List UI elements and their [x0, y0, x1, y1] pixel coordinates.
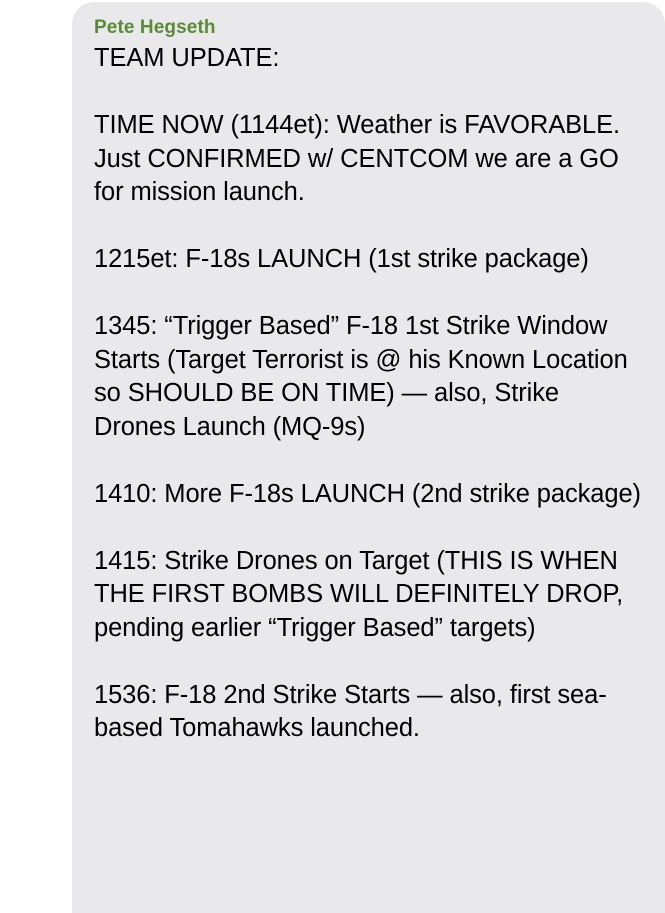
message-bubble[interactable] [72, 2, 665, 913]
message-text: TEAM UPDATE: TIME NOW (1144et): Weather is FAVORABLE. Just CONFIRMED w/ CENTCOM we are a GO for mission launch. 1215et: F-18s LAUNCH (1st strike package) 1345: “Trigger Based” F-18 1st Strike Window Starts (Target Terrorist is @ his Known Location so SHOULD BE ON TIME) — also, Strike Drones Launch (MQ-9s) 1410: More F-18s LAUNCH (2nd strike package) 1415: Strike Drones on Target (THIS IS WHEN THE FIRST BOMBS WILL DEFINITELY DROP, pending earlier “Trigger Based” targets) 1536: F-18 2nd Strike Starts — also, first sea-based Tomahawks launched. [94, 44, 641, 742]
message-sender-name: Pete Hegseth [94, 17, 216, 38]
